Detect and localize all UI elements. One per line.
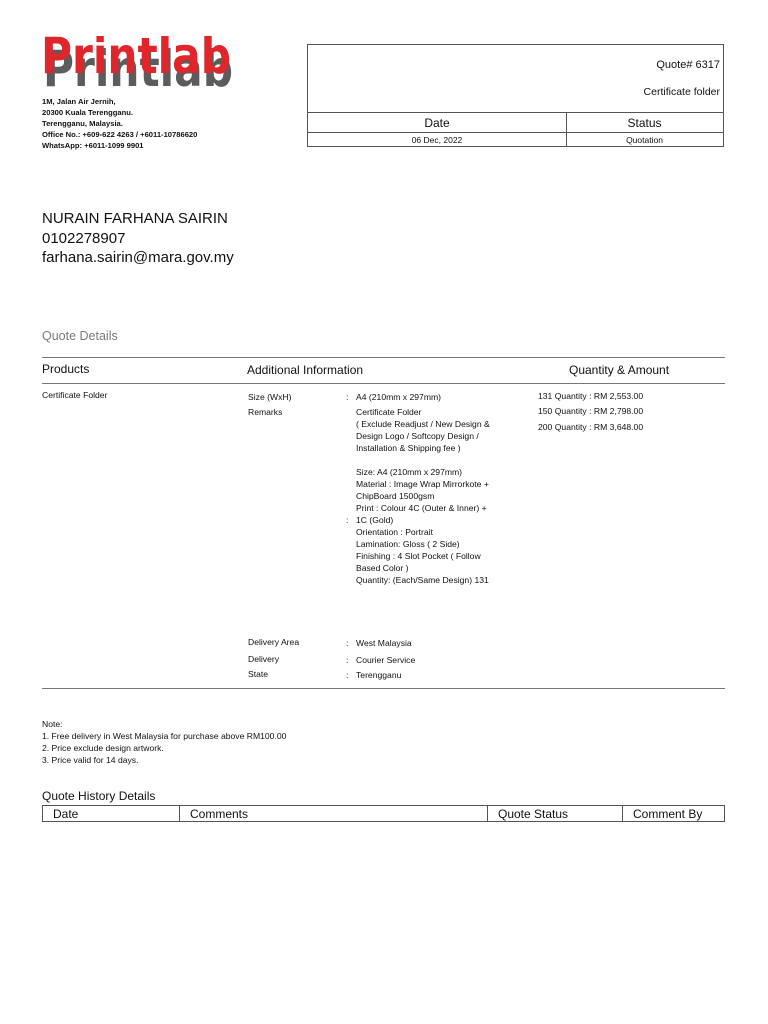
quantity-label: 150 Quantity :	[538, 406, 592, 416]
history-col-status: Quote Status	[488, 806, 623, 821]
customer-phone: 0102278907	[42, 229, 126, 247]
history-col-comment-by: Comment By	[633, 806, 703, 821]
remarks-line: Orientation : Portrait	[356, 527, 433, 537]
quantity-line	[538, 406, 643, 416]
quantity-line	[538, 422, 643, 432]
address-line: 20300 Kuala Terengganu.	[42, 108, 134, 117]
size-value: A4 (210mm x 297mm)	[356, 392, 442, 402]
quantity-amount: RM 3,648.00	[593, 422, 644, 432]
remarks-line: Quantity: (Each/Same Design) 131	[356, 575, 489, 585]
delivery-area-colon: :	[346, 638, 349, 648]
notes	[42, 718, 286, 766]
quantity-label: 200 Quantity :	[538, 422, 592, 432]
note-item: 2. Price exclude design artwork.	[42, 743, 164, 753]
size-label: Size (WxH)	[248, 392, 292, 402]
logo-text: Printlab	[41, 36, 231, 85]
quantity-amount: RM 2,798.00	[593, 406, 644, 416]
remarks-line: Certificate Folder	[356, 407, 422, 417]
history-col-comments: Comments	[180, 806, 488, 821]
note-item: 1. Free delivery in West Malaysia for purchase above RM100.00	[42, 731, 287, 741]
state-value: Terengganu	[356, 670, 402, 680]
state-colon: :	[346, 670, 349, 680]
quote-date: 06 Dec, 2022	[308, 132, 567, 147]
quote-info-box	[307, 44, 724, 147]
address-line: Terengganu, Malaysia.	[42, 119, 123, 128]
customer-name: NURAIN FARHANA SAIRIN	[42, 210, 228, 227]
delivery-label: Delivery	[248, 654, 280, 664]
remarks-line: Size: A4 (210mm x 297mm)	[356, 467, 463, 477]
remarks-line: Print : Colour 4C (Outer & Inner) + 1C (Gold)	[356, 503, 487, 525]
product-name: Certificate Folder	[42, 390, 108, 400]
delivery-value: Courier Service	[356, 655, 416, 665]
quantity-line	[538, 391, 643, 401]
address-line: 1M, Jalan Air Jernih,	[42, 97, 116, 106]
quote-product: Certificate folder	[643, 86, 720, 98]
printlab-logo	[40, 36, 236, 92]
remarks-spacer	[356, 454, 494, 466]
qty-amount-header: Quantity & Amount	[569, 363, 670, 377]
status-header: Status	[627, 115, 662, 130]
logo-shadow-text: Printlab	[43, 40, 233, 92]
remarks-line: Material : Image Wrap Mirrorkote + ChipBoard 1500gsm	[356, 479, 489, 501]
whatsapp-phone: WhatsApp: +6011-1099 9901	[42, 141, 144, 150]
quote-details-title: Quote Details	[42, 329, 118, 343]
delivery-area-value: West Malaysia	[356, 638, 412, 648]
size-colon: :	[346, 392, 349, 402]
remarks-line: Finishing : 4 Slot Pocket ( Follow Based Color )	[356, 551, 481, 573]
quantity-amount: RM 2,553.00	[593, 391, 644, 401]
remarks-text	[356, 406, 494, 586]
notes-title: Note:	[42, 719, 63, 729]
products-header: Products	[42, 362, 90, 376]
quote-status: Quotation	[626, 134, 663, 145]
remarks-line: Lamination: Gloss ( 2 Side)	[356, 539, 460, 549]
additional-info-header: Additional Information	[247, 363, 364, 377]
history-col-date: Date	[43, 806, 180, 821]
delivery-colon: :	[346, 655, 349, 665]
delivery-area-label: Delivery Area	[248, 637, 300, 647]
quote-info-header-row	[308, 112, 723, 133]
date-header: Date	[308, 113, 567, 132]
quote-info-value-row	[308, 132, 723, 147]
customer-info	[42, 209, 234, 268]
remarks-label: Remarks	[248, 407, 283, 417]
quantity-label: 131 Quantity :	[538, 391, 592, 401]
remarks-line: ( Exclude Readjust / New Design & Design Logo / Softcopy Design / Installation & Shipping fee )	[356, 419, 490, 453]
office-phone: Office No.: +609-622 4263 / +6011-10786620	[42, 130, 198, 139]
customer-email: farhana.sairin@mara.gov.my	[42, 249, 234, 266]
state-label: State	[248, 669, 269, 679]
company-address	[42, 96, 197, 151]
note-item: 3. Price valid for 14 days.	[42, 755, 139, 765]
quote-history-table	[42, 805, 725, 822]
divider	[42, 357, 725, 358]
divider	[42, 688, 725, 689]
quote-number: Quote# 6317	[656, 59, 720, 71]
quote-history-title: Quote History Details	[42, 789, 156, 803]
remarks-colon: :	[346, 515, 349, 525]
divider	[42, 383, 725, 384]
